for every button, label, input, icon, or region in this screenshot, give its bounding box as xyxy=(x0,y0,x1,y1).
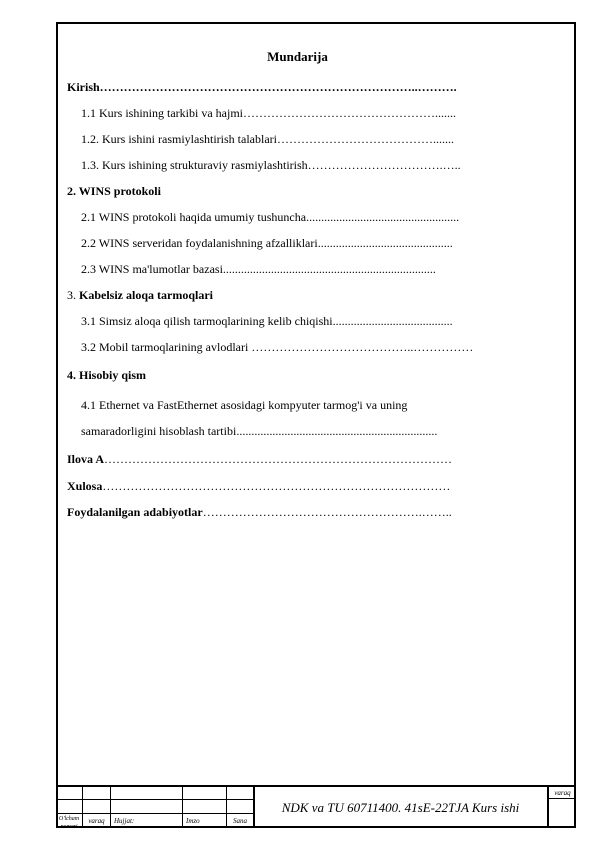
toc-item-1-1: 1.1 Kurs ishining tarkibi va hajmi…………………………………………....... xyxy=(81,106,456,120)
toc-section-4: 4. Hisobiy qism xyxy=(67,368,147,382)
title-block xyxy=(56,785,576,828)
toc-item-ilova-a: Ilova A…………………………………………………………………………… xyxy=(67,452,453,466)
toc-item-4-1-cont: samaradorligini hisoblash tartibi................................................................... xyxy=(81,424,438,438)
document-number: NDK va TU 60711400. 41sE-22TJA Kurs ishi xyxy=(281,800,520,815)
imzo-label: Imzo xyxy=(186,817,200,825)
toc-item-2-3: 2.3 WINS ma'lumotlar bazasi....................................................................... xyxy=(81,262,436,276)
toc-section-2: 2. WINS protokoli xyxy=(67,184,161,198)
toc-item-2-2: 2.2 WINS serveridan foydalanishning afzalliklari............................................. xyxy=(81,236,453,250)
toc-item-kirish: Kirish……………………………………………………………………..………. xyxy=(67,80,457,94)
ozgarish-label: O'lcham xyxy=(58,816,80,822)
toc-item-4-1: 4.1 Ethernet va FastEthernet asosidagi kompyuter tarmog'i va uning xyxy=(81,398,408,412)
nomeri-label: nomeri xyxy=(60,824,78,830)
varaq-label: varaq xyxy=(88,817,105,825)
toc-item-1-2: 1.2. Kurs ishini rasmiylashtirish talablari…………………………………....... xyxy=(81,132,454,146)
toc-item-2-1: 2.1 WINS protokoli haqida umumiy tushuncha................................................... xyxy=(81,210,460,224)
toc-item-3-2: 3.2 Mobil tarmoqlarining avlodlari …………………………………..…………… xyxy=(81,340,474,354)
toc-item-xulosa: Xulosa…………………………………………………………………………… xyxy=(67,479,451,493)
page-title: Mundarija xyxy=(267,49,328,64)
toc-item-adabiyotlar: Foydalanilgan adabiyotlar……………………………………………….…….. xyxy=(67,505,452,519)
toc-section-3: 3. Kabelsiz aloqa tarmoqlari xyxy=(67,288,213,302)
hujjat-label: Hujjat: xyxy=(114,817,135,825)
varaq-label-top: varaq xyxy=(554,789,571,797)
toc-item-1-3: 1.3. Kurs ishining strukturaviy rasmiylashtirish…………………………….….. xyxy=(81,158,461,172)
sana-label: Sana xyxy=(233,817,247,825)
toc-item-3-1: 3.1 Simsiz aloqa qilish tarmoqlarining kelib chiqishi........................................ xyxy=(81,314,453,328)
